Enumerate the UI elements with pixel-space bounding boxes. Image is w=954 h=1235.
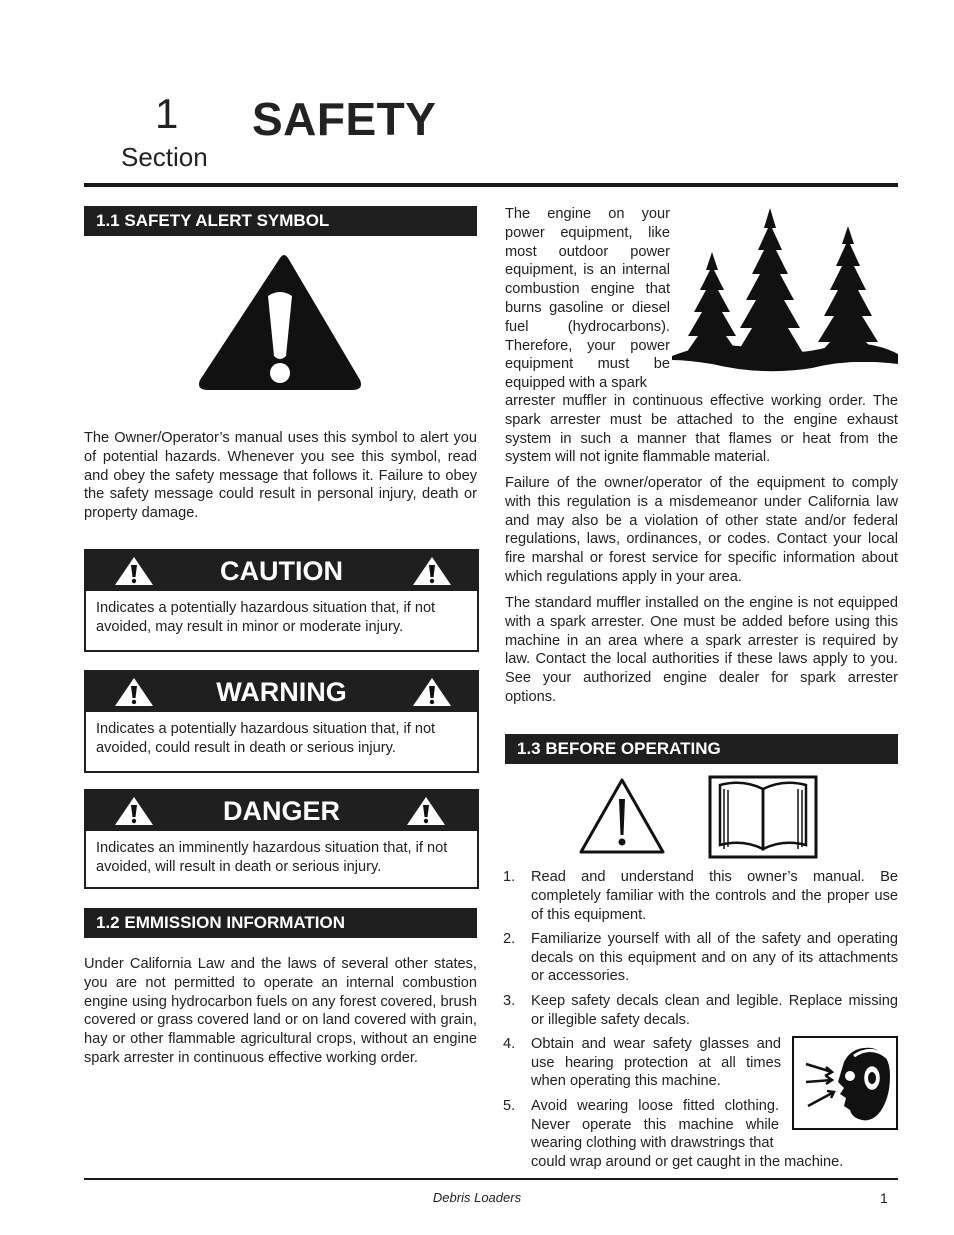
step-number: 3. <box>503 992 516 1009</box>
step-item <box>503 930 898 986</box>
page-number: 1 <box>880 1190 888 1206</box>
section-1-1-heading: 1.1 SAFETY ALERT SYMBOL <box>84 206 477 236</box>
trees-icon <box>672 208 898 376</box>
step-text: Keep safety decals clean and legible. Replace missing or illegible safety decals. <box>531 992 898 1028</box>
section-1-3-heading: 1.3 BEFORE OPERATING <box>505 734 898 764</box>
danger-right-warning-icon <box>406 796 446 826</box>
emission-paragraph: Under California Law and the laws of several other states, you are not permitted to operate an internal combustion engine using hydrocarbon fuels on any forest covered, brush covered or grass covered land or on land covered with grain, hay or other flammable agricultural crops, without an engine spark arrester in continuous effective working order. <box>84 956 477 1066</box>
step-number: 5. <box>503 1097 516 1114</box>
caution-box <box>84 549 479 652</box>
caution-header <box>86 551 477 591</box>
caution-word: CAUTION <box>220 556 343 586</box>
warning-word: WARNING <box>216 677 347 707</box>
engine-paragraph-full: arrester muffler in continuous effective working order. The spark arrester must be attached to the engine exhaust system in such a manner that flames or heat from the system will not ignite flammable material. <box>505 393 898 466</box>
danger-word: DANGER <box>222 796 340 826</box>
step-item <box>503 992 898 1030</box>
caution-right-warning-icon <box>412 556 452 586</box>
engine-paragraph-wrapped: The engine on your power equipment, like most outdoor power equipment, is an internal combustion engine that burns gasoline or diesel fuel (hydrocarbons). Therefore, your power equipment must be equipped with a spark <box>505 206 670 392</box>
header-rule <box>84 183 898 187</box>
failure-paragraph: Failure of the owner/operator of the equipment to comply with this regulation is a misdemeanor under California law and may also be a violation of other state and/or federal regulations, laws, ordinances, or codes. Contact your local fire marshal or forest service for specific information about which regulations apply in your area. <box>505 475 898 585</box>
step-text: Familiarize yourself with all of the safety and operating decals on this equipment and on any of its attachments or accessories. <box>531 930 898 985</box>
step-text: Avoid wearing loose fitted clothing. Never operate this machine while wearing clothing with drawstrings that <box>531 1097 779 1152</box>
step-item <box>503 868 898 924</box>
step-item <box>503 1035 781 1091</box>
before-operating-steps <box>503 868 898 1177</box>
step-text: Obtain and wear safety glasses and use hearing protection at all times when operating this machine. <box>531 1035 781 1090</box>
warning-right-warning-icon <box>412 677 452 707</box>
alert-symbol-paragraph: The Owner/Operator’s manual uses this symbol to alert you of potential hazards. Whenever you see this symbol, read and obey the safety message that follows it. Failure to obey the safety message could result in personal injury, death or property damage. <box>84 430 477 522</box>
section-number: 1 <box>155 90 179 137</box>
step-text: Read and understand this owner’s manual. Be completely familiar with the controls and the proper use of this equipment. <box>531 869 898 923</box>
warning-header <box>86 672 477 712</box>
danger-box <box>84 789 479 889</box>
danger-header <box>86 791 477 831</box>
page-title: SAFETY <box>252 93 437 145</box>
step-number: 2. <box>503 930 516 947</box>
caution-text: Indicates a potentially hazardous situation that, if not avoided, may result in minor or moderate injury. <box>96 600 436 635</box>
step-text-tail: could wrap around or get caught in the machine. <box>531 1154 844 1171</box>
warning-box <box>84 670 479 773</box>
danger-text: Indicates an imminently hazardous situation that, if not avoided, will result in death or serious injury. <box>96 840 448 875</box>
manual-book-icon <box>708 775 818 859</box>
step-number: 1. <box>503 869 516 885</box>
step-number: 4. <box>503 1035 516 1052</box>
outline-alert-triangle-icon <box>578 777 666 855</box>
footer-doc-title: Debris Loaders <box>432 1190 522 1205</box>
muffler-paragraph: The standard muffler installed on the engine is not equipped with a spark arrester. One must be added before using this machine in an area where a spark arrester is required by law. Contact the local authorities if these laws apply to you. See your authorized engine dealer for spark arrester options. <box>505 595 898 705</box>
safety-alert-triangle-icon <box>196 252 364 394</box>
section-label: Section <box>121 142 208 172</box>
section-1-2-heading: 1.2 EMMISSION INFORMATION <box>84 908 477 938</box>
footer-rule <box>84 1178 898 1180</box>
safety-gear-icon <box>792 1036 898 1130</box>
warning-text: Indicates a potentially hazardous situation that, if not avoided, could result in death or serious injury. <box>96 721 436 756</box>
